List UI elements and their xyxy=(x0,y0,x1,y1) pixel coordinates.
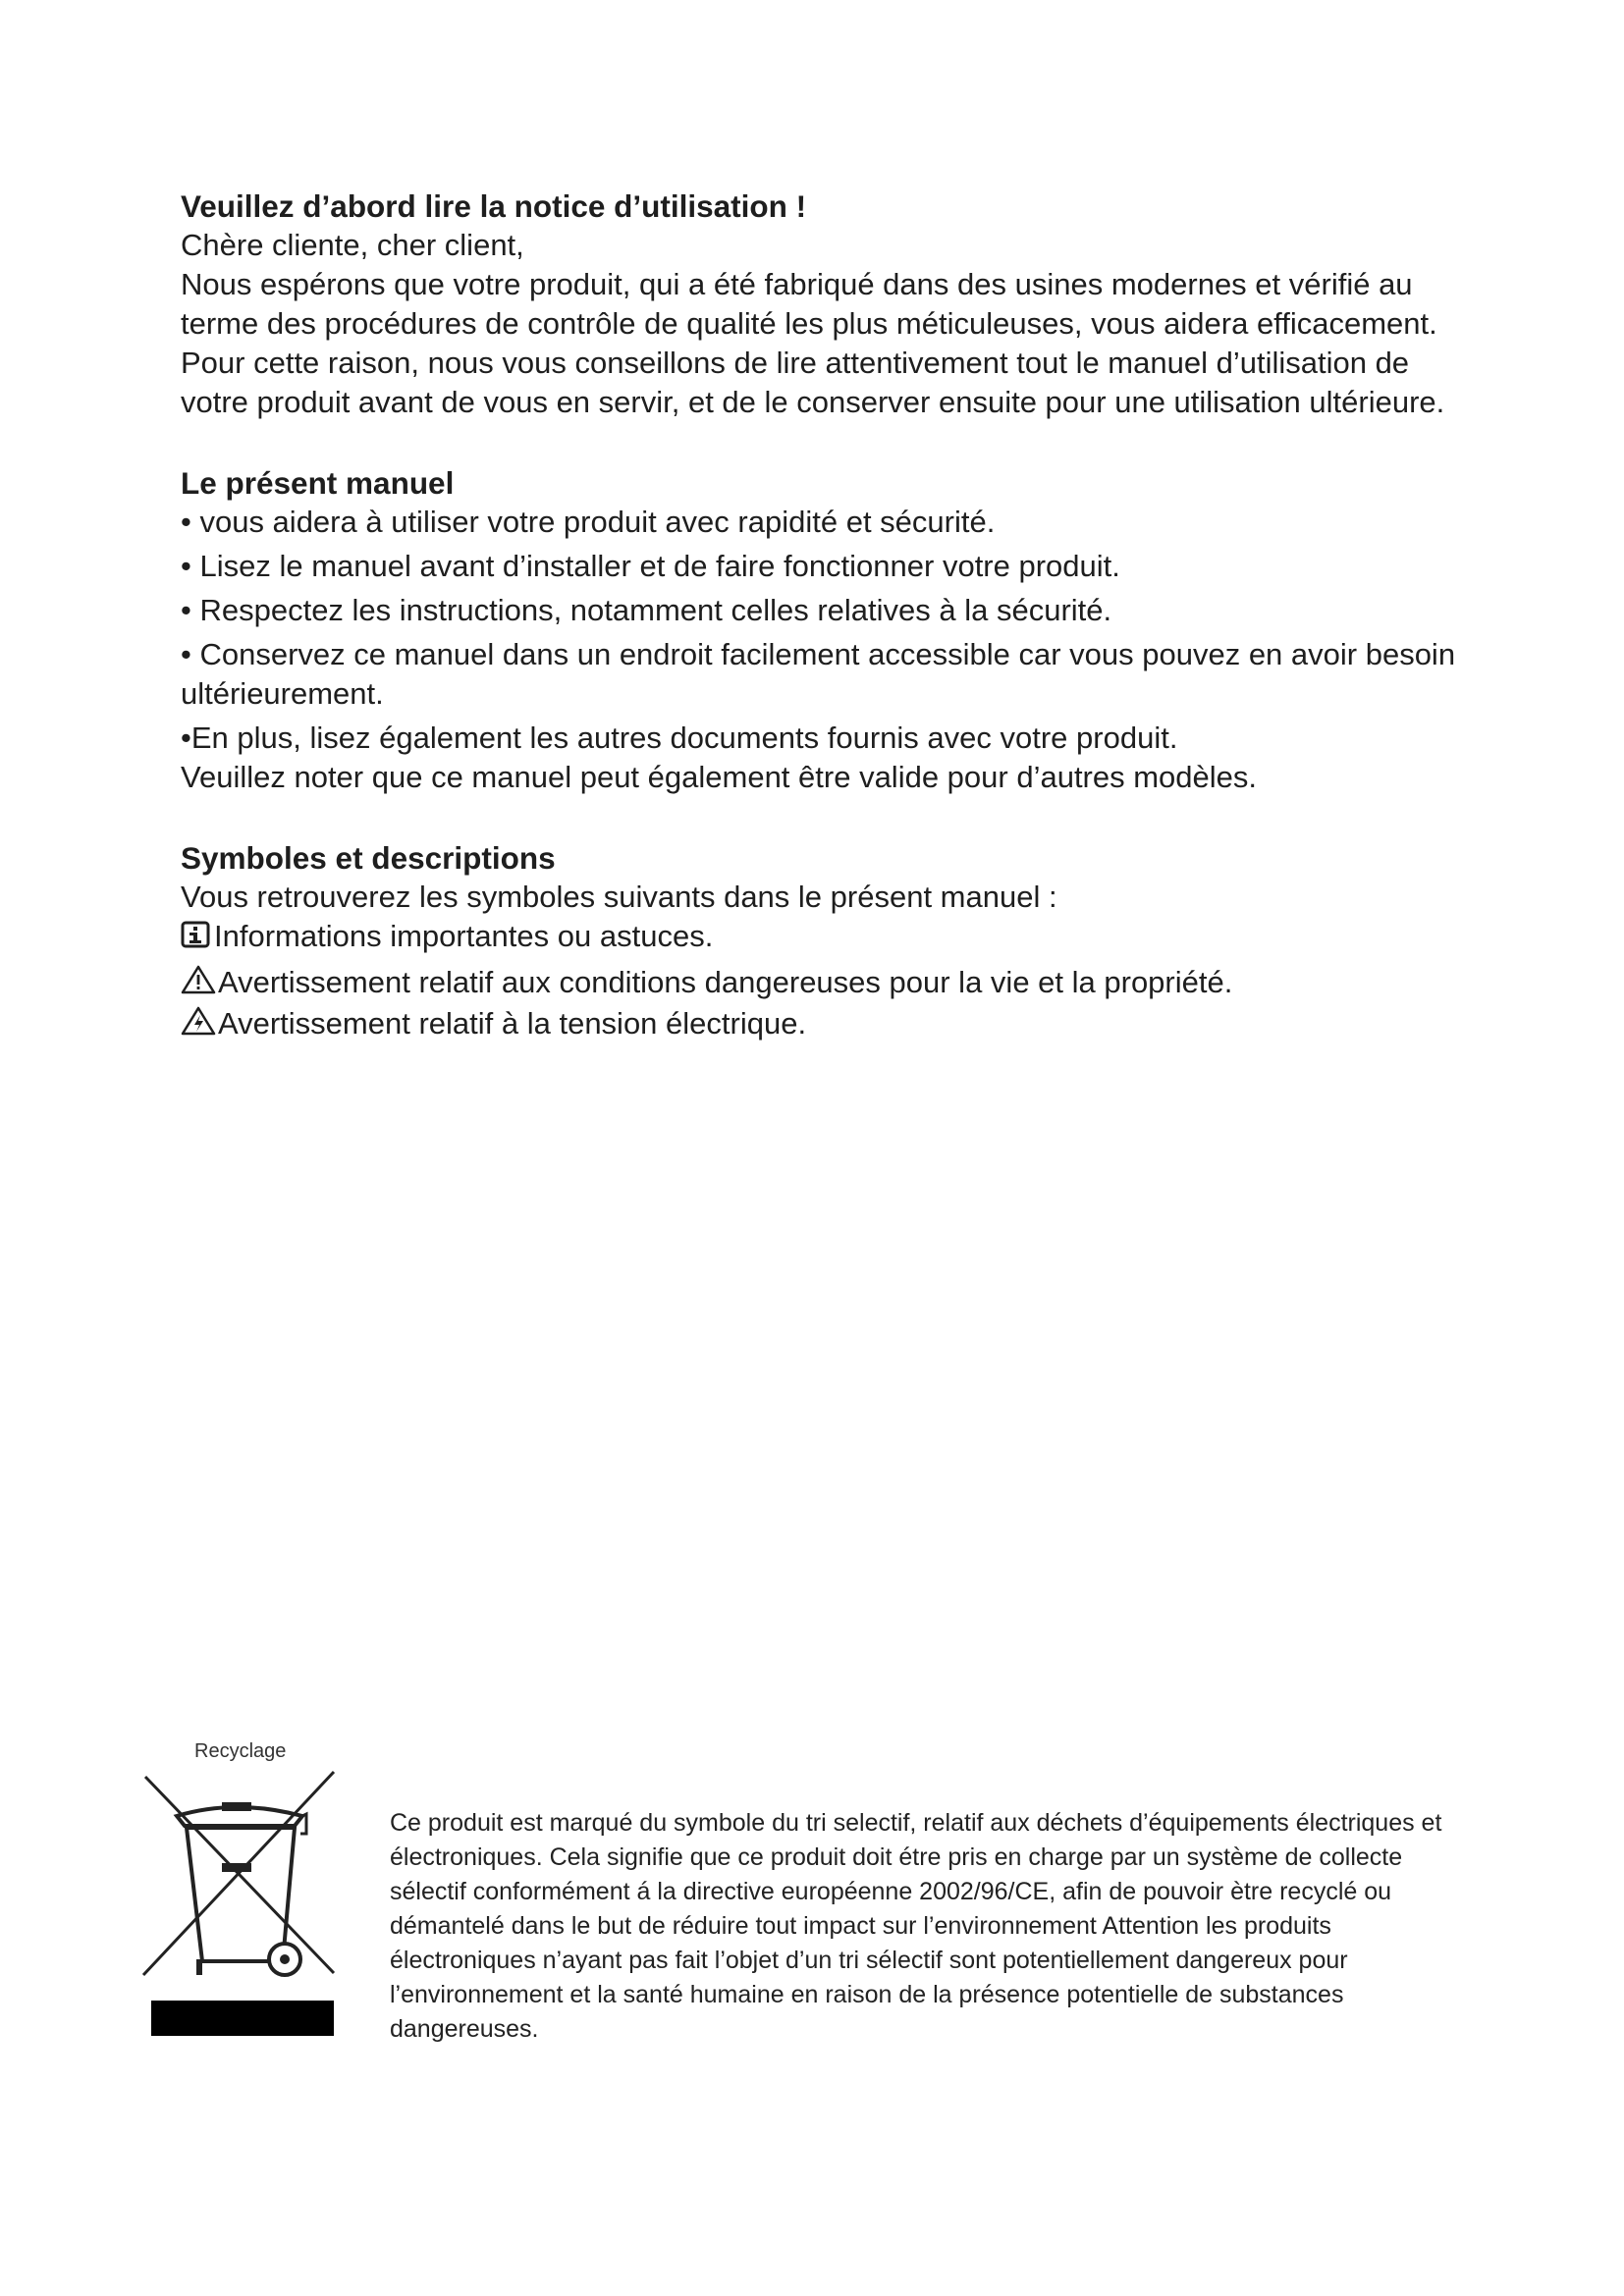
manual-item: •En plus, lisez également les autres documents fournis avec votre produit. xyxy=(181,721,1178,755)
info-icon xyxy=(181,919,212,958)
symbol-info-text: Informations importantes ou astuces. xyxy=(214,919,714,953)
recycling-title: Recyclage xyxy=(194,1740,287,1762)
symbol-info-line xyxy=(181,917,1457,958)
manual-text xyxy=(181,187,1457,1045)
symbol-warning-voltage-text: Avertissement relatif à la tension électrique. xyxy=(218,1006,807,1041)
salutation: Chère cliente, cher client, xyxy=(181,228,524,262)
manual-item: • Conservez ce manuel dans un endroit facilement accessible car vous pouvez en avoir besoin ultérieurement. xyxy=(181,637,1456,711)
symbol-warning-danger-text: Avertissement relatif aux conditions dangereuses pour la vie et la propriété. xyxy=(218,965,1233,999)
manual-heading: Le présent manuel xyxy=(181,465,455,501)
recycling-text: Ce produit est marqué du symbole du tri selectif, relatif aux déchets d’équipements électriques et électroniques. Cela signifie que ce produit doit étre pris en charge par un système de collecte sélectif conformément á la directive européenne 2002/96/CE, afin de pouvoir ètre recyclé ou démantelé dans le but de réduire tout impact sur l’environnement Attention les produits électroniques n’ayant pas fait l’objet d’un tri sélectif sont potentiellement dangereux pour l’environnement et la santé humaine en raison de la présence potentielle de substances dangereuses. xyxy=(390,1809,1442,2043)
symbols-heading: Symboles et descriptions xyxy=(181,840,556,876)
manual-item: • Respectez les instructions, notamment celles relatives à la sécurité. xyxy=(181,593,1112,627)
manual-note: Veuillez noter que ce manuel peut également être valide pour d’autres modèles. xyxy=(181,760,1258,794)
manual-item: • vous aidera à utiliser votre produit avec rapidité et sécurité. xyxy=(181,505,996,539)
symbol-warning-danger-line xyxy=(181,963,1457,1004)
warning-triangle-icon xyxy=(181,1006,216,1045)
intro-paragraph-2: Pour cette raison, nous vous conseillons de lire attentivement tout le manuel d’utilisation de votre produit avant de vous en servir, et de le conserver ensuite pour une utilisation ultérieure. xyxy=(181,346,1445,419)
symbol-warning-voltage-line xyxy=(181,1004,1457,1045)
warning-triangle-icon xyxy=(181,965,216,1004)
manual-item: • Lisez le manuel avant d’installer et de faire fonctionner votre produit. xyxy=(181,549,1120,583)
symbols-intro: Vous retrouverez les symboles suivants dans le présent manuel : xyxy=(181,880,1057,914)
intro-heading: Veuillez d’abord lire la notice d’utilisation ! xyxy=(181,188,807,224)
crossed-out-wheelie-bin-icon xyxy=(137,1737,344,2066)
intro-paragraph-1: Nous espérons que votre produit, qui a été fabriqué dans des usines modernes et vérifié au terme des procédures de contrôle de qualité les plus méticuleuses, vous aidera efficacement. xyxy=(181,267,1437,341)
